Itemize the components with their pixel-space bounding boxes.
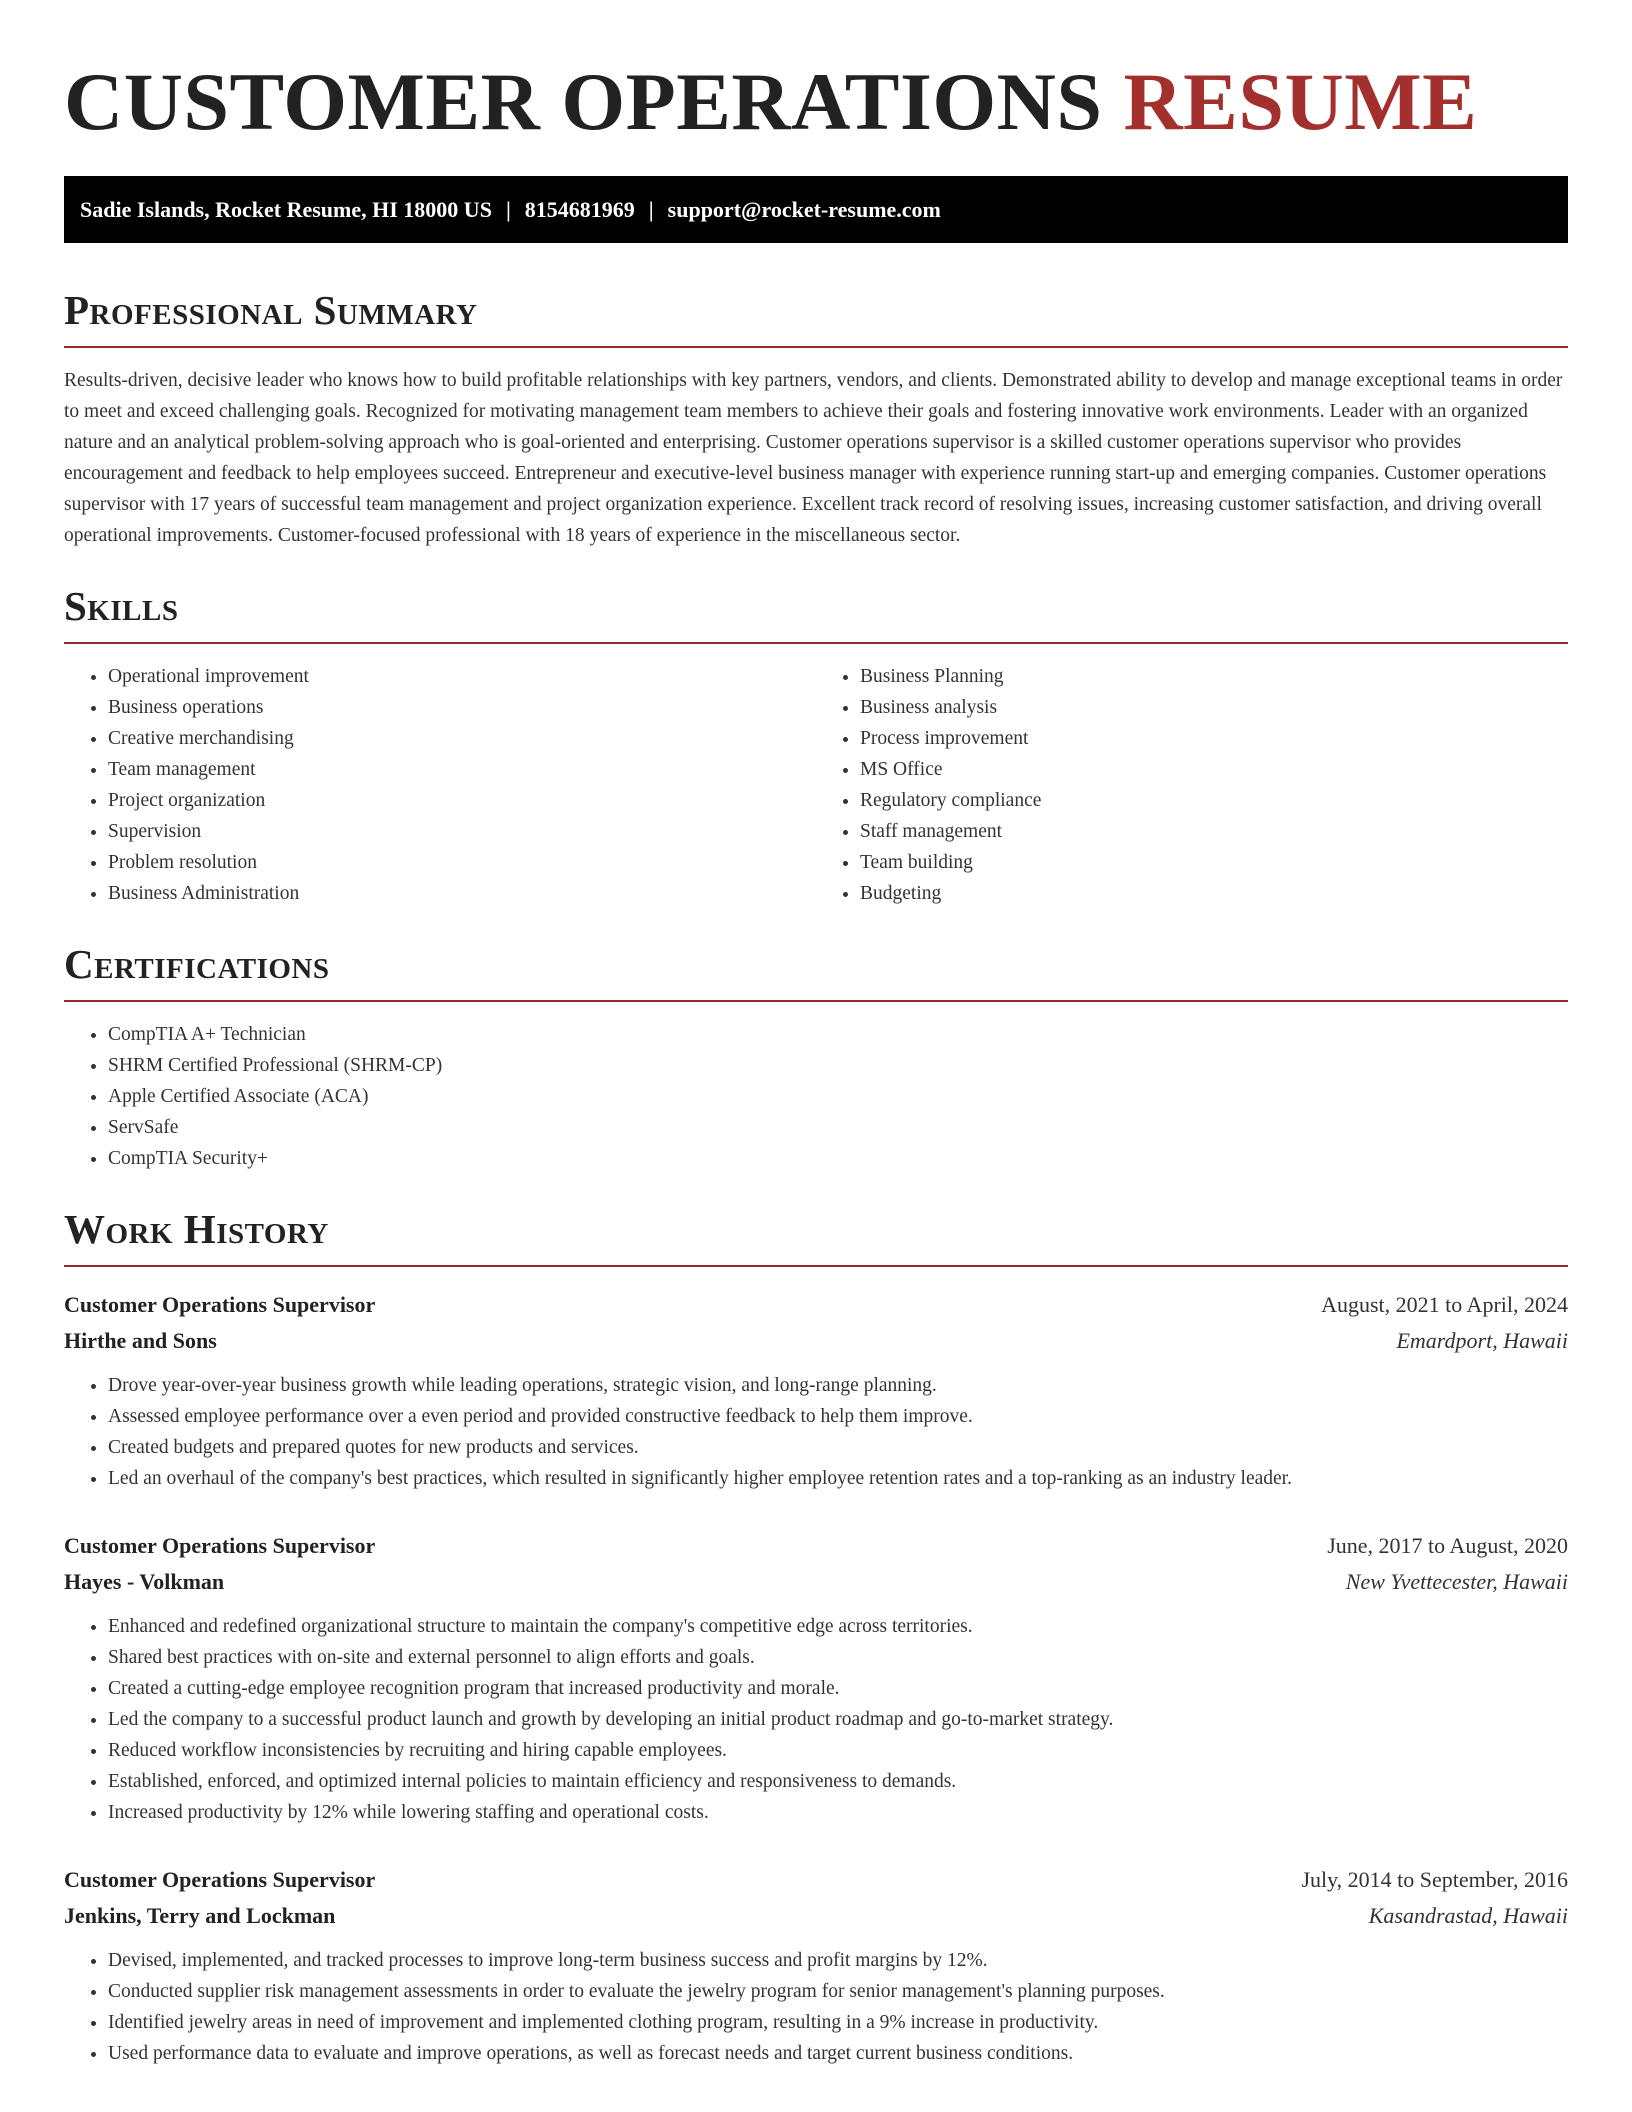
- section-divider: [64, 642, 1568, 644]
- contact-address: Sadie Islands, Rocket Resume, HI 18000 US: [80, 197, 492, 222]
- skill-item: • Business analysis: [860, 692, 1568, 723]
- skill-item: • Team building: [860, 847, 1568, 878]
- job-bullet: • Created a cutting-edge employee recognition program that increased productivity and morale.: [108, 1673, 1568, 1704]
- job-entry: [64, 1287, 1568, 1494]
- skills-section: [64, 581, 1568, 909]
- job-company: Hayes - Volkman: [64, 1569, 225, 1594]
- skill-item: • Business Administration: [108, 878, 816, 909]
- job-bullet: • Established, enforced, and optimized internal policies to maintain efficiency and responsiveness to demands.: [108, 1766, 1568, 1797]
- work-history-section: [64, 1204, 1568, 2069]
- title-main: CUSTOMER OPERATIONS: [64, 56, 1103, 147]
- job-bullet: • Led an overhaul of the company's best practices, which resulted in significantly higher employee retention rates and a top-ranking as an industry leader.: [108, 1463, 1568, 1494]
- skills-columns: [64, 661, 1568, 909]
- skill-item: • Team management: [108, 754, 816, 785]
- skills-list-left: [64, 661, 816, 909]
- certification-item: • CompTIA A+ Technician: [108, 1019, 1568, 1050]
- skill-item: • MS Office: [860, 754, 1568, 785]
- job-bullet: • Used performance data to evaluate and improve operations, as well as forecast needs and target current business conditions.: [108, 2038, 1568, 2069]
- contact-phone[interactable]: 8154681969: [524, 197, 635, 222]
- job-entry: [64, 1862, 1568, 2069]
- title-accent: RESUME: [1123, 56, 1478, 147]
- job-company-row: [64, 1564, 1568, 1600]
- job-bullets: [64, 1611, 1568, 1828]
- skill-item: • Business operations: [108, 692, 816, 723]
- work-history-heading: Work History: [64, 1206, 329, 1252]
- job-location: New Yvettecester, Hawaii: [1345, 1569, 1568, 1594]
- job-header-row: [64, 1287, 1568, 1323]
- job-bullet: • Assessed employee performance over a even period and provided constructive feedback to help them improve.: [108, 1401, 1568, 1432]
- job-dates: August, 2021 to April, 2024: [1321, 1292, 1568, 1317]
- section-divider: [64, 1265, 1568, 1267]
- job-company: Hirthe and Sons: [64, 1328, 217, 1353]
- skill-item: • Business Planning: [860, 661, 1568, 692]
- job-title: Customer Operations Supervisor: [64, 1292, 376, 1317]
- certifications-list: [64, 1019, 1568, 1174]
- section-divider: [64, 1000, 1568, 1002]
- skill-item: • Budgeting: [860, 878, 1568, 909]
- job-company: Jenkins, Terry and Lockman: [64, 1903, 336, 1928]
- skills-column-right: [816, 661, 1568, 909]
- job-location: Emardport, Hawaii: [1396, 1328, 1568, 1353]
- job-bullets: [64, 1370, 1568, 1494]
- job-company-row: [64, 1898, 1568, 1934]
- summary-text: Results-driven, decisive leader who knows how to build profitable relationships with key partners, vendors, and clients. Demonstrated ability to develop and manage exceptional teams in order to meet and exceed challenging goals. Recognized for motivating management team members to achieve their goals and fostering innovative work environments. Leader with an organized nature and an analytical problem-solving approach who is goal-oriented and enterprising. Customer operations supervisor is a skilled customer operations supervisor who provides encouragement and feedback to help employees succeed. Entrepreneur and executive-level business manager with experience running start-up and emerging companies. Customer operations supervisor with 17 years of successful team management and project organization experience. Excellent track record of resolving issues, increasing customer satisfaction, and driving overall operational improvements. Customer-focused professional with 18 years of experience in the miscellaneous sector.: [64, 370, 1563, 546]
- summary-section: [64, 285, 1568, 551]
- section-divider: [64, 346, 1568, 348]
- job-bullet: • Devised, implemented, and tracked processes to improve long-term business success and profit margins by 12%.: [108, 1945, 1568, 1976]
- resume-title: [64, 52, 1568, 152]
- job-bullet: • Drove year-over-year business growth while leading operations, strategic vision, and long-range planning.: [108, 1370, 1568, 1401]
- certifications-heading: Certifications: [64, 941, 330, 987]
- skill-item: • Problem resolution: [108, 847, 816, 878]
- job-header-row: [64, 1862, 1568, 1898]
- job-bullet: • Led the company to a successful product launch and growth by developing an initial product roadmap and go-to-market strategy.: [108, 1704, 1568, 1735]
- certification-item: • ServSafe: [108, 1112, 1568, 1143]
- job-header-row: [64, 1528, 1568, 1564]
- job-bullet: • Enhanced and redefined organizational structure to maintain the company's competitive edge across territories.: [108, 1611, 1568, 1642]
- summary-heading: Professional Summary: [64, 287, 478, 333]
- contact-bar: [64, 176, 1568, 243]
- skill-item: • Operational improvement: [108, 661, 816, 692]
- certifications-section: [64, 939, 1568, 1174]
- skills-column-left: [64, 661, 816, 909]
- job-entry: [64, 1528, 1568, 1828]
- job-bullet: • Identified jewelry areas in need of improvement and implemented clothing program, resulting in a 9% increase in productivity.: [108, 2007, 1568, 2038]
- skills-list-right: [816, 661, 1568, 909]
- job-bullets: [64, 1945, 1568, 2069]
- job-company-row: [64, 1323, 1568, 1359]
- skill-item: • Regulatory compliance: [860, 785, 1568, 816]
- job-dates: June, 2017 to August, 2020: [1327, 1533, 1568, 1558]
- contact-separator: |: [648, 197, 654, 222]
- job-title: Customer Operations Supervisor: [64, 1867, 376, 1892]
- skills-heading: Skills: [64, 583, 179, 629]
- skill-item: • Creative merchandising: [108, 723, 816, 754]
- job-location: Kasandrastad, Hawaii: [1368, 1903, 1568, 1928]
- contact-email[interactable]: support@rocket-resume.com: [667, 197, 941, 222]
- job-bullet: • Created budgets and prepared quotes for new products and services.: [108, 1432, 1568, 1463]
- job-bullet: • Reduced workflow inconsistencies by recruiting and hiring capable employees.: [108, 1735, 1568, 1766]
- skill-item: • Project organization: [108, 785, 816, 816]
- certification-item: • SHRM Certified Professional (SHRM-CP): [108, 1050, 1568, 1081]
- job-bullet: • Shared best practices with on-site and external personnel to align efforts and goals.: [108, 1642, 1568, 1673]
- skill-item: • Staff management: [860, 816, 1568, 847]
- job-bullet: • Increased productivity by 12% while lowering staffing and operational costs.: [108, 1797, 1568, 1828]
- skill-item: • Process improvement: [860, 723, 1568, 754]
- job-title: Customer Operations Supervisor: [64, 1533, 376, 1558]
- skill-item: • Supervision: [108, 816, 816, 847]
- job-bullet: • Conducted supplier risk management assessments in order to evaluate the jewelry program for senior management's planning purposes.: [108, 1976, 1568, 2007]
- contact-separator: |: [505, 197, 511, 222]
- job-dates: July, 2014 to September, 2016: [1301, 1867, 1568, 1892]
- certification-item: • CompTIA Security+: [108, 1143, 1568, 1174]
- certification-item: • Apple Certified Associate (ACA): [108, 1081, 1568, 1112]
